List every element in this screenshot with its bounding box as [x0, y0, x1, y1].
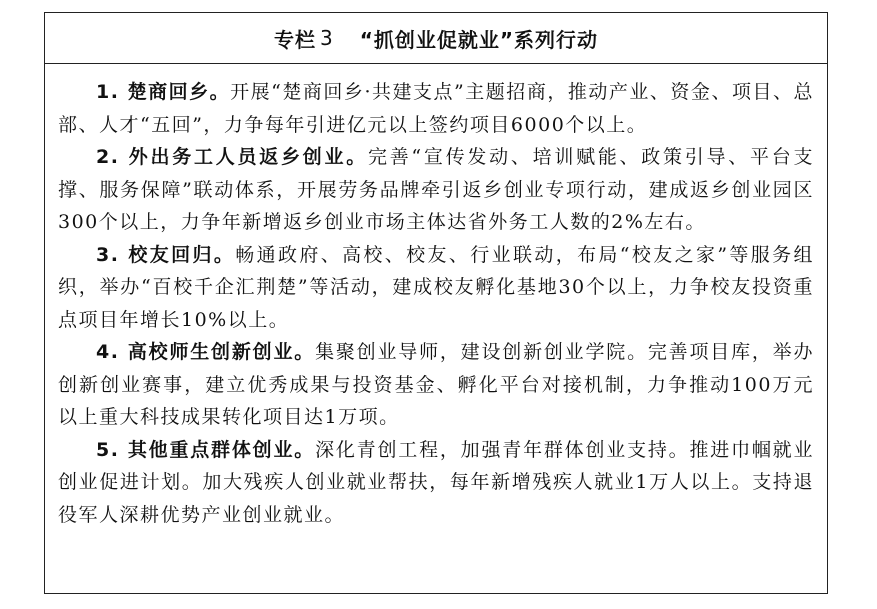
action-item-4 — [58, 336, 814, 434]
action-item-text: 深化青创工程，加强青年群体创业支持。推进巾帼就业创业促进计划。加大残疾人创业就业帮扶，每年新增残疾人就业1万人以上。支持退役军人深耕优势产业创业就业。 — [58, 438, 814, 526]
action-item-3 — [58, 239, 814, 337]
action-item-text: 集聚创业导师，建设创新创业学院。完善项目库，举办创新创业赛事，建立优秀成果与投资基金、孵化平台对接机制，力争推动100万元以上重大科技成果转化项目达1万项。 — [58, 341, 814, 428]
action-item-text: 畅通政府、高校、校友、行业联动，布局“校友之家”等服务组织，举办“百校千企汇荆楚”等活动，建成校友孵化基地30个以上，力争校友投资重点项目年增长10%以上。 — [58, 243, 814, 331]
action-item-title: 2. 外出务工人员返乡创业。 — [96, 146, 368, 168]
column-number: 3 — [319, 26, 334, 50]
action-item-title: 5. 其他重点群体创业。 — [96, 438, 316, 461]
action-item-1 — [58, 76, 814, 141]
column-box — [44, 12, 828, 594]
column-title: “抓创业促就业”系列行动 — [359, 27, 599, 52]
action-item-title: 4. 高校师生创新创业。 — [96, 341, 316, 363]
action-item-2 — [58, 141, 814, 239]
action-item-5 — [58, 434, 814, 532]
action-item-text: 开展“楚商回乡·共建支点”主题招商，推动产业、资金、项目、总部、人才“五回”，力争每年引进亿元以上签约项目6000个以上。 — [58, 81, 814, 136]
action-item-title: 1. 楚商回乡。 — [96, 81, 231, 103]
column-body — [45, 64, 827, 531]
column-label: 专栏 — [273, 27, 316, 52]
action-item-text: 完善“宣传发动、培训赋能、政策引导、平台支撑、服务保障”联动体系，开展劳务品牌牵引返乡创业专项行动，建成返乡创业园区300个以上，力争年新增返乡创业市场主体达省外务工人数的2%左右。 — [58, 146, 814, 233]
column-header — [45, 13, 827, 64]
action-item-title: 3. 校友回归。 — [96, 243, 236, 266]
